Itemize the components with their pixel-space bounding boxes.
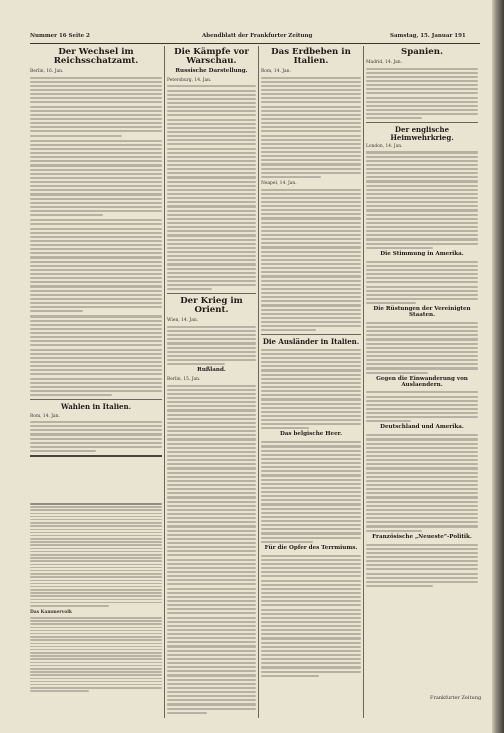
dateline: Rom, 14. Jan. bbox=[30, 413, 60, 419]
section-divider bbox=[30, 399, 162, 400]
article-subheading: Russische Darstellung. bbox=[175, 68, 248, 75]
article-body bbox=[261, 555, 361, 677]
issue-date: Samstag, 15. Januar 191 bbox=[390, 33, 466, 39]
dateline: Rom, 14. Jan. bbox=[261, 69, 291, 75]
dateline: Berlin, 15. Jan. bbox=[167, 377, 201, 383]
article-heading: Der englische Heimwehrkrieg. bbox=[390, 125, 454, 142]
dateline: Neapel, 14. Jan. bbox=[261, 181, 297, 186]
footer-stamp: Frankfurter Zeitung bbox=[430, 695, 482, 701]
article-body bbox=[167, 385, 256, 714]
article-body bbox=[366, 391, 478, 422]
article-subheading: Deutschland und Amerika. bbox=[380, 424, 464, 431]
article-heading: Der Wechsel im Reichsschatzamt. bbox=[53, 47, 139, 67]
column-rule bbox=[258, 46, 259, 718]
dateline: Berlin, 16. Jan. bbox=[30, 69, 64, 75]
article-subheading: Die Stimmung in Amerika. bbox=[380, 250, 464, 257]
column-rule bbox=[363, 46, 364, 718]
article-subheading: Die Rüstungen der Vereinigten Staaten. bbox=[373, 306, 471, 319]
article-body bbox=[30, 219, 162, 312]
article-subheading: Rußland. bbox=[197, 367, 226, 374]
article-body bbox=[366, 261, 478, 305]
article-body bbox=[366, 544, 478, 588]
column-3 bbox=[261, 46, 361, 680]
article-heading: Der Krieg im Orient. bbox=[180, 296, 243, 316]
article-heading: Die Kämpfe vor Warschau. bbox=[174, 47, 249, 67]
column-rule bbox=[164, 46, 165, 718]
dateline: Wien, 14. Jan. bbox=[167, 318, 199, 324]
header-rule bbox=[30, 43, 480, 44]
article-body bbox=[30, 77, 162, 137]
inset-body bbox=[30, 617, 162, 692]
article-body bbox=[30, 421, 162, 452]
dateline: Petersburg, 14. Jan. bbox=[167, 77, 212, 83]
inset-box bbox=[30, 503, 162, 718]
article-heading: Wahlen in Italien. bbox=[60, 402, 132, 412]
section-divider bbox=[366, 122, 478, 123]
article-heading: Das Erdbeben in Italien. bbox=[271, 47, 351, 67]
article-body bbox=[366, 322, 478, 374]
article-body bbox=[366, 68, 478, 120]
section-divider bbox=[30, 455, 162, 457]
article-body bbox=[30, 315, 162, 396]
article-body bbox=[261, 189, 361, 332]
masthead-title: Abendblatt der Frankfurter Zeitung bbox=[202, 33, 313, 39]
section-divider bbox=[261, 334, 361, 335]
page-number: Nummer 16 Seite 2 bbox=[30, 33, 90, 39]
article-heading: Die Ausländer in Italien. bbox=[262, 337, 360, 347]
article-subheading: Das belgische Heer. bbox=[279, 431, 343, 438]
column-4 bbox=[366, 46, 478, 590]
article-body bbox=[30, 140, 162, 217]
inset-label: Das Kammervolk bbox=[30, 609, 72, 615]
article-subheading: Gegen die Einwanderung von Auslaendern. bbox=[376, 375, 468, 388]
running-header bbox=[30, 33, 480, 42]
article-subheading: Für die Opfer des Terrmiums. bbox=[264, 544, 358, 551]
article-body bbox=[366, 434, 478, 531]
inset-body bbox=[30, 503, 162, 607]
binding-edge bbox=[492, 0, 504, 733]
article-heading: Spanien. bbox=[400, 47, 443, 57]
article-body bbox=[167, 85, 256, 290]
column-1 bbox=[30, 46, 162, 460]
dateline: London, 14. Jan. bbox=[366, 143, 403, 149]
article-body bbox=[366, 151, 478, 248]
column-2 bbox=[167, 46, 256, 717]
article-subheading: Französische „Neueste“-Politik. bbox=[372, 533, 472, 540]
article-body bbox=[261, 441, 361, 542]
dateline: Madrid, 14. Jan. bbox=[366, 60, 403, 66]
section-divider bbox=[167, 293, 256, 294]
article-body bbox=[261, 349, 361, 430]
article-body bbox=[261, 77, 361, 178]
article-body bbox=[167, 326, 256, 365]
